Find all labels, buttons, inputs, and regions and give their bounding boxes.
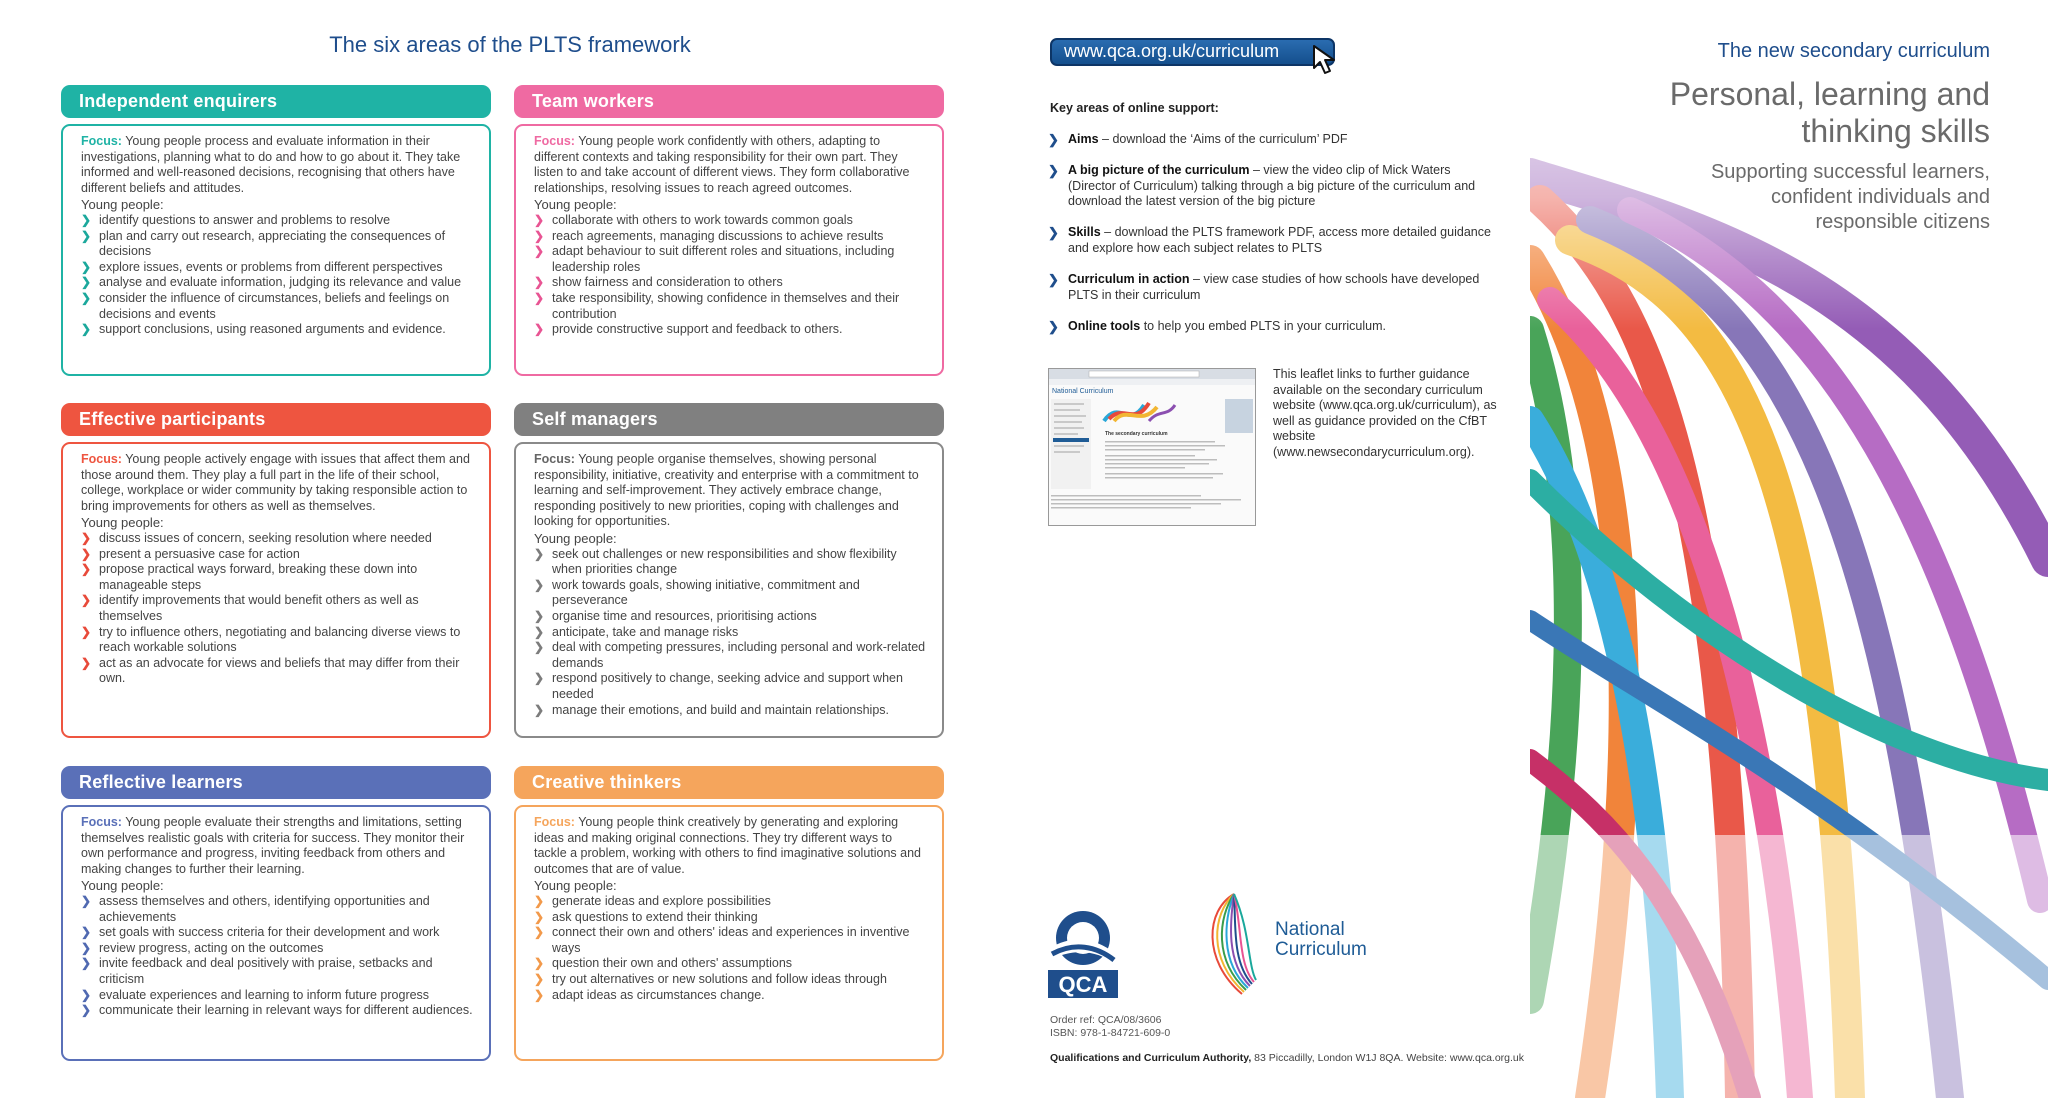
focus-label: Focus: xyxy=(81,815,122,829)
card-team-workers xyxy=(514,85,944,376)
skill-item: ❯ act as an advocate for views and beliefs that may differ from their own. xyxy=(81,656,473,687)
skill-item: ❯ discuss issues of concern, seeking resolution where needed xyxy=(81,531,473,547)
card-independent-enquirers xyxy=(61,85,491,376)
chevron-right-icon: ❯ xyxy=(1048,225,1059,241)
publisher-footer xyxy=(1050,1052,1524,1064)
focus-text: Young people organise themselves, showing personal responsibility, initiative, creativity and enterprise with a commitment to learning and self-improvement. They actively embrace change, responding positively to new priorities, coping with challenges and looking for opportunities. xyxy=(534,452,919,529)
order-ref: Order ref: QCA/08/3606 xyxy=(1050,1014,1162,1026)
card-self-managers xyxy=(514,403,944,738)
key-item-text: – download the ‘Aims of the curriculum’ PDF xyxy=(1098,132,1348,146)
skill-item: ❯ question their own and others' assumptions xyxy=(534,956,926,972)
focus-label: Focus: xyxy=(534,452,575,466)
skill-item: ❯ organise time and resources, prioritising actions xyxy=(534,609,926,625)
skill-item: ❯ set goals with success criteria for their development and work xyxy=(81,925,473,941)
key-item-text: – view case studies of how schools have developed PLTS in their curriculum xyxy=(1068,272,1480,302)
skill-item: ❯ assess themselves and others, identifying opportunities and achievements xyxy=(81,894,473,925)
card-body xyxy=(514,805,944,1061)
focus-statement xyxy=(534,452,926,530)
young-people-intro: Young people: xyxy=(81,515,164,531)
focus-statement xyxy=(534,815,926,877)
card-reflective-learners xyxy=(61,766,491,1061)
key-item-skills xyxy=(1048,225,1498,256)
thumb-subheading: The secondary curriculum xyxy=(1105,431,1168,437)
cover-subtitle: The new secondary curriculum xyxy=(1717,40,1990,62)
skill-item: ❯ show fairness and consideration to others xyxy=(534,275,926,291)
skill-item: ❯ review progress, acting on the outcomes xyxy=(81,941,473,957)
focus-text: Young people evaluate their strengths and limitations, setting themselves realistic goals with criteria for success. They monitor their own performance and progress, inviting feedback from others and making changes to further their learning. xyxy=(81,815,465,876)
key-item-label: Skills xyxy=(1068,225,1101,240)
publisher-name: Qualifications and Curriculum Authority, xyxy=(1050,1052,1252,1064)
key-areas-title: Key areas of online support: xyxy=(1050,101,1219,115)
card-heading: Self managers xyxy=(514,403,944,436)
chevron-right-icon: ❯ xyxy=(1048,163,1059,179)
national-curriculum-wordmark xyxy=(1275,920,1367,960)
chevron-right-icon: ❯ xyxy=(1048,132,1059,147)
key-item-text: to help you embed PLTS in your curriculum. xyxy=(1140,318,1386,333)
card-creative-thinkers xyxy=(514,766,944,1061)
skill-item: ❯ plan and carry out research, appreciating the consequences of decisions xyxy=(81,229,473,260)
key-item-label: A big picture of the curriculum xyxy=(1068,163,1250,178)
skills-list xyxy=(534,213,926,338)
skills-list xyxy=(534,547,926,719)
card-body xyxy=(61,805,491,1061)
card-body xyxy=(514,442,944,738)
skill-item: ❯ identify questions to answer and problems to resolve xyxy=(81,213,473,229)
further-guidance-note: This leaflet links to further guidance available on the secondary curriculum website (www.qca.org.uk/curriculum), as well as guidance provided on the CfBT website (www.newsecondarycurriculum.org). xyxy=(1273,367,1497,459)
card-heading: Independent enquirers xyxy=(61,85,491,118)
skill-item: ❯ adapt behaviour to suit different roles and situations, including leadership roles xyxy=(534,244,926,275)
young-people-intro: Young people: xyxy=(534,878,617,894)
skill-item: ❯ invite feedback and deal positively with praise, setbacks and criticism xyxy=(81,956,473,987)
skill-item: ❯ connect their own and others' ideas and experiences in inventive ways xyxy=(534,925,926,956)
focus-label: Focus: xyxy=(81,134,122,148)
card-heading: Creative thinkers xyxy=(514,766,944,799)
skill-item: ❯ deal with competing pressures, including personal and work-related demands xyxy=(534,640,926,671)
website-screenshot-image xyxy=(1049,369,1256,526)
focus-text: Young people process and evaluate information in their investigations, planning what to do and how to go about it. They take informed and well-reasoned decisions, recognising that others have different beliefs and attitudes. xyxy=(81,134,461,195)
skill-item: ❯ generate ideas and explore possibilities xyxy=(534,894,926,910)
national-curriculum-logo-icon xyxy=(1196,890,1266,998)
key-item-label: Online tools xyxy=(1068,318,1141,333)
key-item-text: – view the video clip of Mick Waters (Director of Curriculum) talking through a big picture of the curriculum and download the latest version of the big picture xyxy=(1068,163,1476,209)
nc-text-line: Curriculum xyxy=(1275,939,1367,960)
skills-list xyxy=(81,531,473,687)
isbn: ISBN: 978-1-84721-609-0 xyxy=(1050,1027,1171,1039)
skill-item: ❯ identify improvements that would benefit others as well as themselves xyxy=(81,593,473,624)
focus-text: Young people actively engage with issues that affect them and those around them. They play a full part in the life of their school, college, workplace or wider community by taking responsible action to bring improvements for others as well as themselves. xyxy=(81,452,470,513)
focus-statement xyxy=(81,452,473,514)
cover-tagline-line: Supporting successful learners, xyxy=(1710,161,1990,183)
key-item-label: Aims xyxy=(1068,132,1099,146)
skills-list xyxy=(81,213,473,338)
key-item-curriculum-in-action xyxy=(1048,272,1498,303)
mouse-cursor-icon xyxy=(1310,44,1344,76)
focus-label: Focus: xyxy=(81,452,122,466)
key-item-online-tools xyxy=(1048,319,1498,335)
skill-item: ❯ evaluate experiences and learning to inform future progress xyxy=(81,988,473,1004)
skill-item: ❯ manage their emotions, and build and maintain relationships. xyxy=(534,703,926,719)
young-people-intro: Young people: xyxy=(534,197,617,213)
chevron-right-icon: ❯ xyxy=(1048,318,1059,334)
skill-item: ❯ support conclusions, using reasoned arguments and evidence. xyxy=(81,322,473,338)
skill-item: ❯ propose practical ways forward, breaking these down into manageable steps xyxy=(81,562,473,593)
focus-label: Focus: xyxy=(534,134,575,148)
skill-item: ❯ reach agreements, managing discussions to achieve results xyxy=(534,229,926,245)
card-body xyxy=(61,124,491,376)
skill-item: ❯ try out alternatives or new solutions and follow ideas through xyxy=(534,972,926,988)
cover-tagline-line: responsible citizens xyxy=(1815,211,1990,233)
skill-item: ❯ consider the influence of circumstances, beliefs and feelings on decisions and events xyxy=(81,291,473,322)
focus-statement xyxy=(81,134,473,196)
curriculum-url-button[interactable]: www.qca.org.uk/curriculum xyxy=(1050,38,1335,66)
skill-item: ❯ analyse and evaluate information, judging its relevance and value xyxy=(81,275,473,291)
order-details xyxy=(1050,1014,1170,1040)
key-areas-list xyxy=(1048,132,1498,350)
skills-list xyxy=(81,894,473,1019)
skill-item: ❯ adapt ideas as circumstances change. xyxy=(534,988,926,1004)
skill-item: ❯ collaborate with others to work towards common goals xyxy=(534,213,926,229)
cover-title xyxy=(1530,76,1990,150)
card-heading: Effective participants xyxy=(61,403,491,436)
card-heading: Team workers xyxy=(514,85,944,118)
framework-title: The six areas of the PLTS framework xyxy=(329,32,691,57)
skill-item: ❯ work towards goals, showing initiative, commitment and perseverance xyxy=(534,578,926,609)
focus-statement xyxy=(81,815,473,877)
nc-text-line: National xyxy=(1275,919,1345,940)
focus-statement xyxy=(534,134,926,196)
qca-logo xyxy=(1048,908,1118,998)
skill-item: ❯ present a persuasive case for action xyxy=(81,547,473,563)
qca-logo-label: QCA xyxy=(1058,972,1108,997)
card-effective-participants xyxy=(61,403,491,738)
skill-item: ❯ try to influence others, negotiating and balancing diverse views to reach workable solutions xyxy=(81,625,473,656)
card-body xyxy=(514,124,944,376)
key-item-aims xyxy=(1048,132,1498,148)
skills-list xyxy=(534,894,926,1003)
skill-item: ❯ communicate their learning in relevant ways for different audiences. xyxy=(81,1003,473,1019)
focus-text: Young people think creatively by generating and exploring ideas and making original connections. They try different ways to tackle a problem, working with others to find imaginative solutions and outcomes that are of value. xyxy=(534,815,922,876)
skill-item: ❯ explore issues, events or problems from different perspectives xyxy=(81,260,473,276)
card-heading: Reflective learners xyxy=(61,766,491,799)
cover-tagline-line: confident individuals and xyxy=(1770,186,1990,208)
key-item-label: Curriculum in action xyxy=(1068,272,1190,287)
young-people-intro: Young people: xyxy=(534,530,617,546)
cover-title-line: thinking skills xyxy=(1801,113,1990,149)
publisher-address: 83 Piccadilly, London W1J 8QA. Website: www.qca.org.uk xyxy=(1251,1052,1525,1064)
chevron-right-icon: ❯ xyxy=(1048,272,1059,288)
key-item-text: – download the PLTS framework PDF, access more detailed guidance and explore how each subject relates to PLTS xyxy=(1068,225,1491,255)
young-people-intro: Young people: xyxy=(81,197,164,213)
skill-item: ❯ anticipate, take and manage risks xyxy=(534,625,926,641)
skill-item: ❯ respond positively to change, seeking advice and support when needed xyxy=(534,671,926,702)
website-screenshot-thumbnail xyxy=(1048,368,1256,526)
key-item-big-picture xyxy=(1048,163,1498,210)
skill-item: ❯ ask questions to extend their thinking xyxy=(534,910,926,926)
thumb-heading: National Curriculum xyxy=(1052,388,1114,395)
cover-tagline xyxy=(1600,160,1990,235)
young-people-intro: Young people: xyxy=(81,878,164,894)
skill-item: ❯ provide constructive support and feedback to others. xyxy=(534,322,926,338)
skill-item: ❯ take responsibility, showing confidence in themselves and their contribution xyxy=(534,291,926,322)
cover-title-line: Personal, learning and xyxy=(1669,76,1990,112)
card-body xyxy=(61,442,491,738)
focus-label: Focus: xyxy=(534,815,575,829)
focus-text: Young people work confidently with others, adapting to different contexts and taking responsibility for their own part. They listen to and take account of different views. They form collaborative relationships, resolving issues to reach agreed outcomes. xyxy=(534,134,910,195)
skill-item: ❯ seek out challenges or new responsibilities and show flexibility when priorities change xyxy=(534,547,926,578)
